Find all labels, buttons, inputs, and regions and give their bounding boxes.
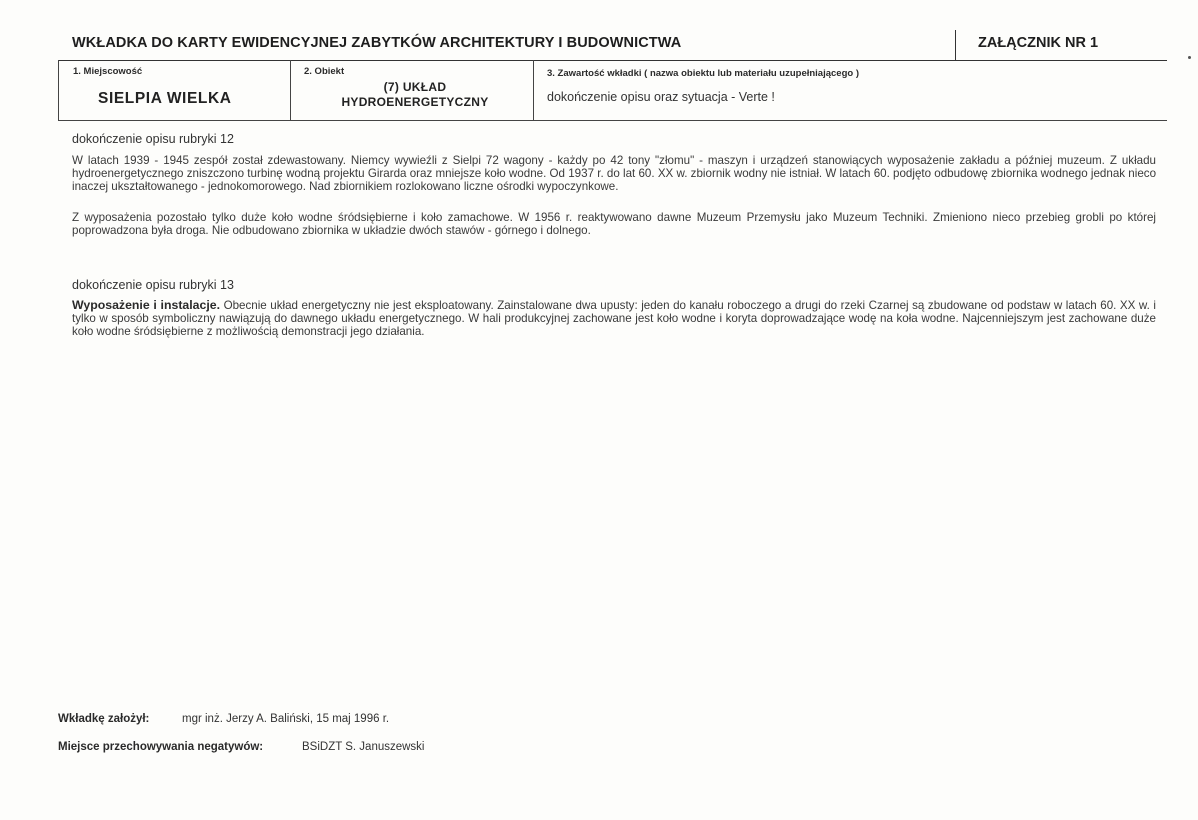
negatives-storage-label: Miejsce przechowywania negatywów: bbox=[58, 741, 264, 753]
section-13-paragraph bbox=[72, 299, 1156, 339]
locality-value: SIELPIA WIELKA bbox=[98, 90, 232, 107]
header-divider bbox=[955, 30, 956, 61]
contents-value: dokończenie opisu oraz sytuacja - Verte ! bbox=[547, 90, 775, 104]
box-border-left bbox=[58, 60, 59, 120]
box-divider-1 bbox=[290, 60, 291, 120]
header-rule bbox=[58, 60, 1167, 61]
annex-number: ZAŁĄCZNIK NR 1 bbox=[978, 35, 1099, 51]
section-12-paragraph-2: Z wyposażenia pozostało tylko duże koło wodne śródsiębierne i koło zamachowe. W 1956 r. reaktywowano dawne Muzeum Przemysłu jako Muzeum Techniki. Zmieniono nieco przebieg grobli po której poprowadzona była droga. Nie odbudowano zbiornika w układzie dwóch stawów - górnego i dolnego. bbox=[72, 211, 1156, 238]
locality-label: 1. Miejscowość bbox=[73, 66, 143, 77]
negatives-storage-value: BSiDZT S. Januszewski bbox=[302, 741, 425, 753]
object-value bbox=[300, 80, 530, 110]
document-title: WKŁADKA DO KARTY EWIDENCYJNEJ ZABYTKÓW ARCHITEKTURY I BUDOWNICTWA bbox=[72, 35, 682, 51]
object-value-line-1: (7) UKŁAD bbox=[383, 80, 447, 94]
contents-label: 3. Zawartość wkładki ( nazwa obiektu lub materiału uzupełniającego ) bbox=[547, 68, 859, 79]
object-value-line-2: HYDROENERGETYCZNY bbox=[341, 95, 489, 109]
section-13-text: Obecnie układ energetyczny nie jest eksploatowany. Zainstalowane dwa upusty: jeden do kanału roboczego a drugi do rzeki Czarnej są zbudowane od podstaw w latach 60. XX w. i tylko w sposób symboliczny nawiązują do dawnego układu energetycznego. W hali produkcyjnej zachowane jest koło wodne i koryta doprowadzające wodę na koła wodne. Najcenniejszym jest zachowane duże koło wodne śródsiębierne z możliwością demonstracji jego działania. bbox=[72, 299, 1156, 339]
author-label: Wkładkę założył: bbox=[58, 713, 150, 725]
section-13-title: dokończenie opisu rubryki 13 bbox=[72, 278, 234, 292]
object-label: 2. Obiekt bbox=[304, 66, 345, 77]
scan-mark bbox=[1188, 56, 1191, 59]
section-13-lead: Wyposażenie i instalacje. bbox=[72, 298, 221, 312]
author-value: mgr inż. Jerzy A. Baliński, 15 maj 1996 r. bbox=[182, 713, 390, 725]
section-12-paragraph-1: W latach 1939 - 1945 zespół został zdewastowany. Niemcy wywieźli z Sielpi 72 wagony - każdy po 42 tony "złomu" - maszyn i urządzeń stanowiących wyposażenie zakładu a później muzeum. Z układu hydroenergetycznego zniszczono turbinę wodną projektu Girarda oraz mniejsze koło wodne. Od 1937 r. do lat 60. XX w. zbiornik wodny nie istniał. W latach 60. podjęto odbudowę zbiornika wodnego jednak nieco inaczej ukształtowanego - jednokomorowego. Nad zbiornikiem rozlokowano liczne ośrodki wypoczynkowe. bbox=[72, 154, 1157, 194]
section-12-title: dokończenie opisu rubryki 12 bbox=[72, 132, 234, 146]
box-divider-2 bbox=[533, 60, 534, 120]
box-rule-bottom bbox=[58, 120, 1167, 121]
